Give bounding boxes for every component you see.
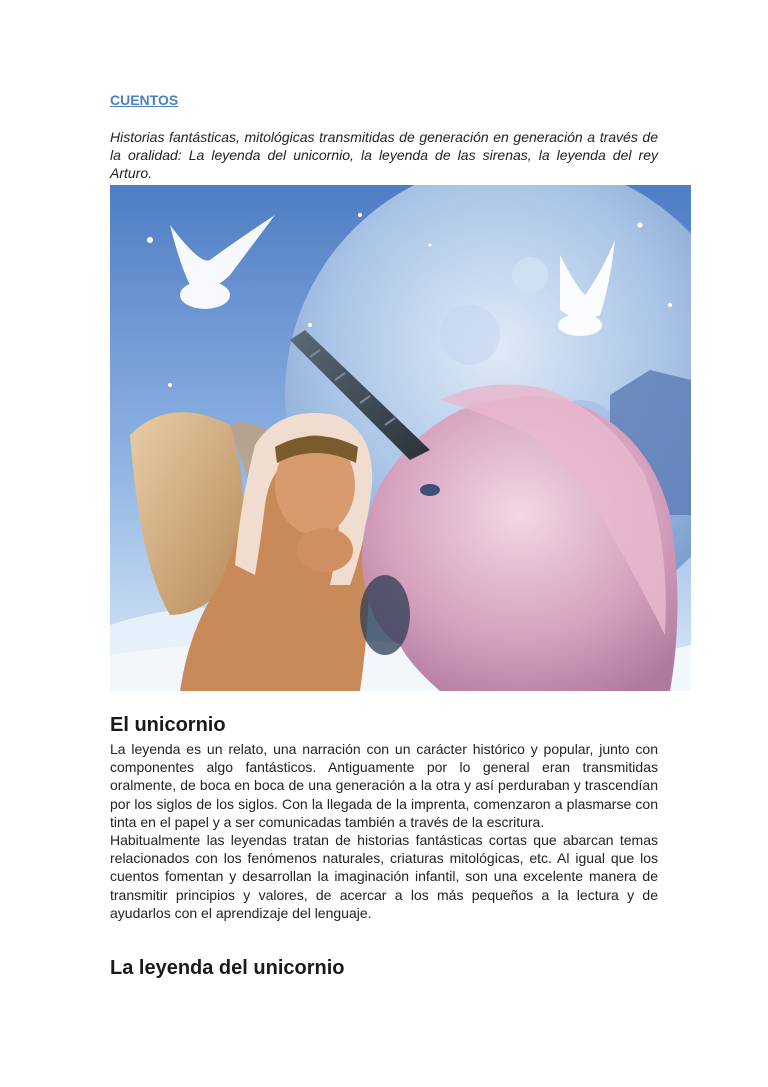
section-heading-la-leyenda-del-unicornio: La leyenda del unicornio: [110, 957, 345, 979]
article-paragraph-1: La leyenda es un relato, una narración con un carácter histórico y popular, junto con componentes algo fantásticos. Antiguamente por lo general eran transmitidas oralmente, de boca en boca de una generación a la otra y así perduraban y trascendían por los siglos de los siglos. Con la llegada de la imprenta, comenzaron a plasmarse con tinta en el papel y a ser comunicadas también a través de la escritura.: [110, 741, 658, 830]
article-body: [110, 740, 658, 922]
section-heading-el-unicornio: El unicornio: [110, 714, 226, 736]
cuentos-link[interactable]: CUENTOS: [110, 92, 179, 108]
hero-image: [110, 185, 691, 691]
angel-unicorn-illustration: [110, 185, 691, 691]
intro-paragraph: Historias fantásticas, mitológicas transmitidas de generación en generación a través de la oralidad: La leyenda del unicornio, la leyenda de las sirenas, la leyenda del rey Arturo.: [110, 129, 658, 181]
article-paragraph-2: Habitualmente las leyendas tratan de historias fantásticas cortas que abarcan temas relacionados con los fenómenos naturales, criaturas mitológicas, etc. Al igual que los cuentos fomentan y desarrollan la imaginación infantil, son una excelente manera de transmitir principios y valores, de acercar a los más pequeños a la lectura y de ayudarlos con el aprendizaje del lenguaje.: [110, 832, 658, 921]
